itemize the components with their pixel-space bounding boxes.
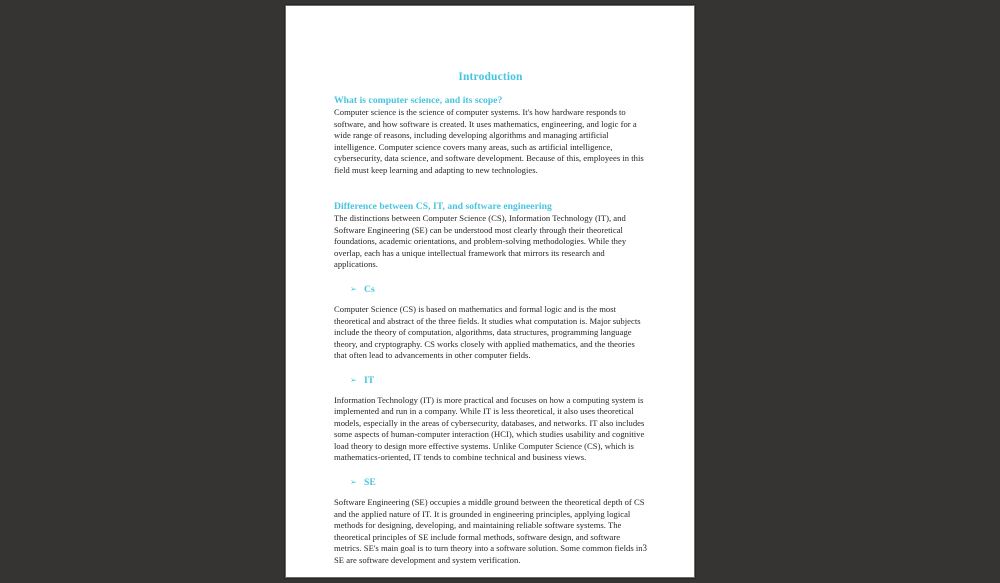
document-body xyxy=(334,94,647,566)
page-content-area xyxy=(334,6,647,578)
section-difference-cs-it-se xyxy=(334,200,647,271)
bullet-body-se: Software Engineering (SE) occupies a middle ground between the theoretical depth of CS and the applied nature of IT. It is grounded in engineering principles, applying logical methods for designing, developing, and maintaining reliable software systems. The theoretical principles of SE include formal methods, software design, and software metrics. SE's main goal is to turn theory into a software solution. Some common fields in SE are software development and system verification. xyxy=(334,497,645,565)
page-title: Introduction xyxy=(458,71,523,83)
bullet-spacer xyxy=(334,464,647,476)
document-page[interactable] xyxy=(285,5,695,578)
page-number: 3 xyxy=(642,543,647,553)
bullet-body-it: Information Technology (IT) is more practical and focuses on how a computing system is implemented and run in a company. While IT is less theoretical, it also uses theoretical models, especially in the areas of cybersecurity, databases, and networks. IT also includes some aspects of human-computer interaction (HCI), which studies usability and cognitive load theory to design more effective systems. Unlike Computer Science (CS), which is mathematics-oriented, IT tends to combine technical and business views. xyxy=(334,394,645,463)
bullet-body-spacer xyxy=(334,296,647,304)
bullet-spacer xyxy=(334,362,647,374)
bullet-spacer xyxy=(334,271,647,283)
bullet-body-cs: Computer Science (CS) is based on mathematics and formal logic and is the most theoretical and abstract of the three fields. It studies what computation is. Major subjects include the theory of computation, algorithms, data structures, programming language theory, and cryptography. CS works closely with applied mathematics, and the theories that often lead to advancements in other computer fields. xyxy=(334,304,641,361)
section-spacer xyxy=(334,176,647,200)
arrow-bullet-icon: ➢ xyxy=(350,284,357,294)
bullet-body-spacer xyxy=(334,489,647,497)
section-heading-2: Difference between CS, IT, and software engineering xyxy=(334,201,552,213)
arrow-bullet-icon: ➢ xyxy=(350,477,357,487)
bullet-body-spacer xyxy=(334,387,647,395)
bullet-label-cs: Cs xyxy=(364,284,375,296)
section-body-2: The distinctions between Computer Science (CS), Information Technology (IT), and Software Engineering (SE) can be understood most clearly through their theoretical foundations, academic orientations, and problem-solving methodologies. While they overlap, each has a unique intellectual framework that mirrors its research and applications. xyxy=(334,213,627,270)
bullet-heading-it xyxy=(334,374,647,387)
section-computer-science-scope xyxy=(334,94,647,176)
section-heading-1: What is computer science, and its scope? xyxy=(334,95,503,106)
arrow-bullet-icon: ➢ xyxy=(350,375,357,385)
bullet-label-it: IT xyxy=(364,374,375,386)
bullet-heading-cs xyxy=(334,283,647,296)
section-body-1: Computer science is the science of computer systems. It's how hardware responds to software, and how software is created. It uses mathematics, engineering, and logic for a wide range of reasons, including developing algorithms and managing artificial intelligence. Computer science covers many areas, such as artificial intelligence, cybersecurity, data science, and software development. Because of this, employees in this field must keep learning and adapting to new technologies. xyxy=(334,107,644,175)
bullet-label-se: SE xyxy=(364,477,376,489)
bullet-heading-se xyxy=(334,476,647,489)
